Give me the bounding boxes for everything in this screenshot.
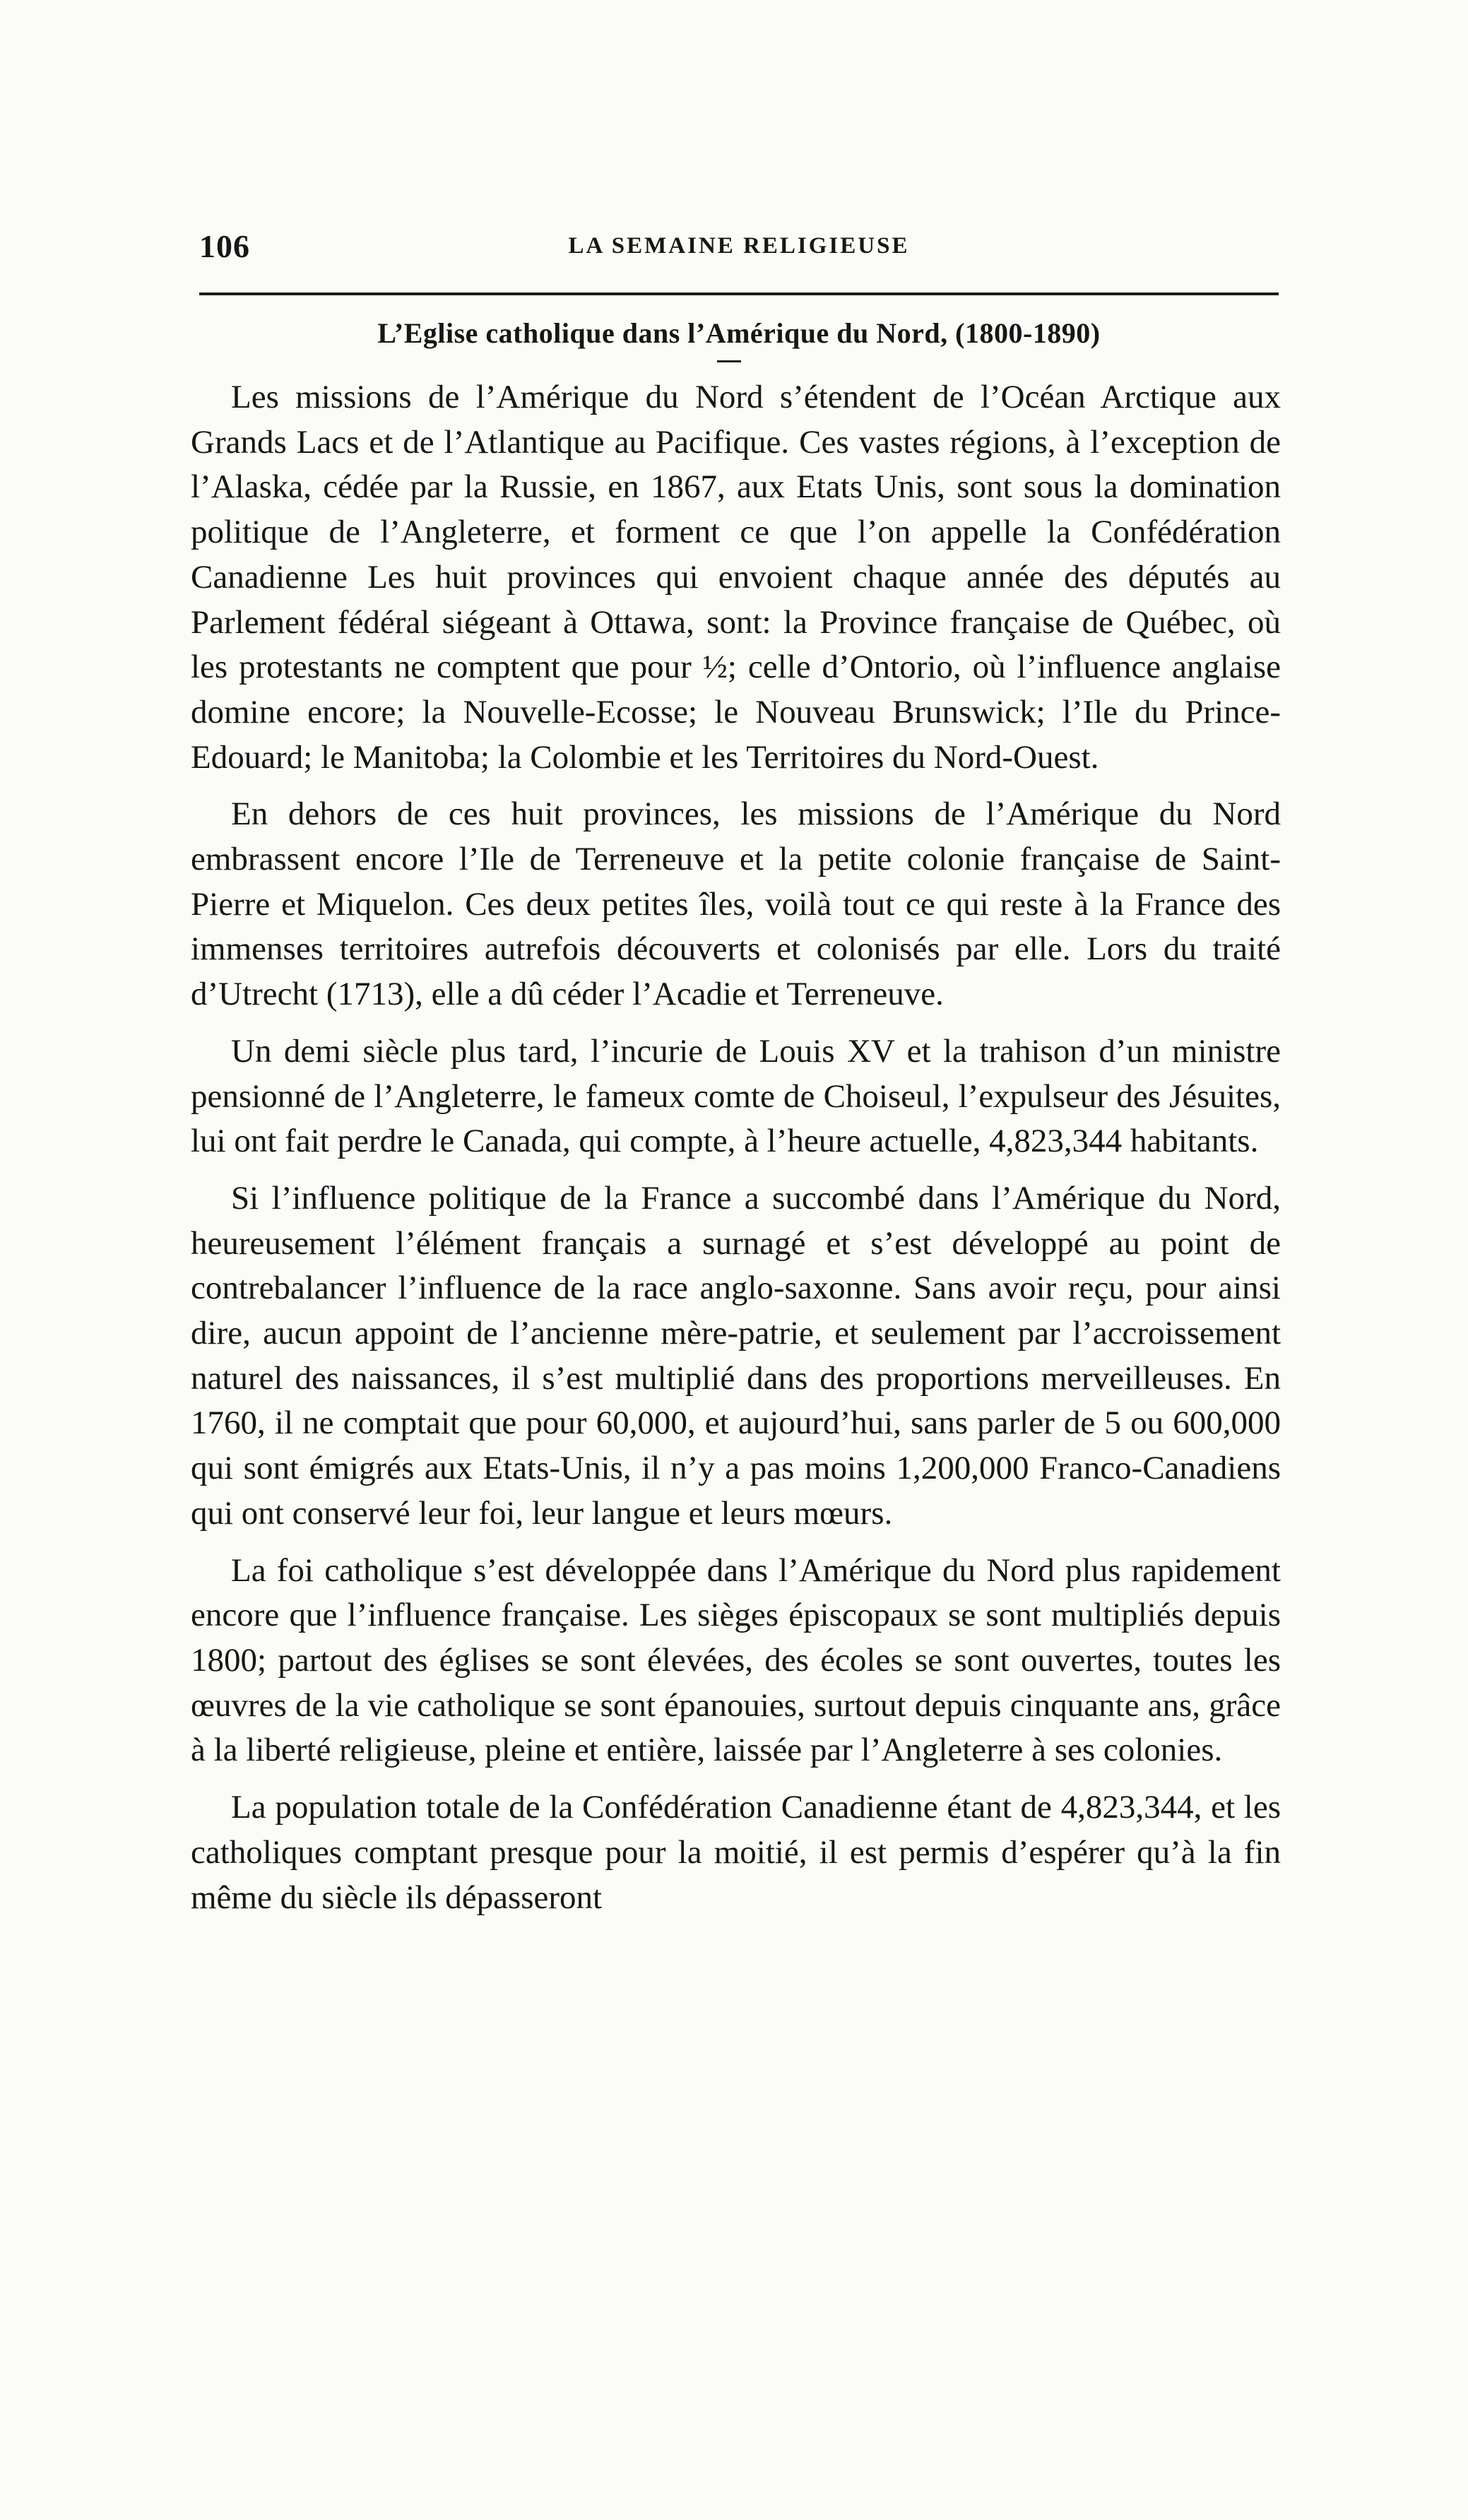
article-body — [191, 375, 1281, 1920]
paragraph: La foi catholique s’est développée dans l’Amérique du Nord plus rapidement encore que l’influence française. Les sièges épiscopaux se sont multipliés depuis 1800; partout des églises se sont élevées, des écoles se sont ouvertes, toutes les œuvres de la vie catholique se sont épanouies, surtout depuis cinquante ans, grâce à la liberté religieuse, pleine et entière, laissée par l’Angleterre à ses colonies. — [191, 1551, 1281, 1769]
article-title: L’Eglise catholique dans l’Amérique du Nord, (1800-1890) — [377, 317, 1101, 349]
page-number: 106 — [199, 228, 250, 264]
header-rule — [199, 292, 1279, 295]
running-title: LA SEMAINE RELIGIEUSE — [568, 233, 910, 259]
page-header — [199, 227, 1279, 270]
paragraph: Un demi siècle plus tard, l’incurie de Louis XV et la trahison d’un ministre pensionné de l’Angleterre, le fameux comte de Choiseul, l’expulseur des Jésuites, lui ont fait perdre le Canada, qui compte, à l’heure actuelle, 4,823,344 habitants. — [191, 1032, 1281, 1160]
paragraph: Les missions de l’Amérique du Nord s’étendent de l’Océan Arctique aux Grands Lacs et de l’Atlantique au Pacifique. Ces vastes régions, à l’exception de l’Alaska, cédée par la Russie, en 1867, aux Etats Unis, sont sous la domination politique de l’Angleterre, et forment ce que l’on appelle la Confédération Canadienne Les huit provinces qui envoient chaque année des députés au Parlement fédéral siégeant à Ottawa, sont: la Province française de Québec, où les protestants ne comptent que pour ½; celle d’Ontorio, où l’influence anglaise domine encore; la Nouvelle-Ecosse; le Nouveau Brunswick; l’Ile du Prince-Edouard; le Manitoba; la Colombie et les Territoires du Nord-Ouest. — [191, 379, 1281, 776]
title-dash-mark — [717, 360, 741, 362]
paragraph: La population totale de la Confédération Canadienne étant de 4,823,344, et les catholiques comptant presque pour la moitié, il est permis d’espérer qu’à la fin même du siècle ils dépasseront — [191, 1789, 1281, 1916]
paragraph: Si l’influence politique de la France a succombé dans l’Amérique du Nord, heureusement l’élément français a surnagé et s’est développé au point de contrebalancer l’influence de la race anglo-saxonne. Sans avoir reçu, pour ainsi dire, aucun appoint de l’ancienne mère-patrie, et seulement par l’accroissement naturel des naissances, il s’est multiplié dans des proportions merveilleuses. En 1760, il ne comptait que pour 60,000, et aujourd’hui, sans parler de 5 ou 600,000 qui sont émigrés aux Etats-Unis, il n’y a pas moins 1,200,000 Franco-Canadiens qui ont conservé leur foi, leur langue et leurs mœurs. — [191, 1179, 1281, 1532]
paragraph: En dehors de ces huit provinces, les missions de l’Amérique du Nord embrassent encore l’Ile de Terreneuve et la petite colonie française de Saint-Pierre et Miquelon. Ces deux petites îles, voilà tout ce qui reste à la France des immenses territoires autrefois découverts et colonisés par elle. Lors du traité d’Utrecht (1713), elle a dû céder l’Acadie et Terreneuve. — [191, 795, 1281, 1013]
